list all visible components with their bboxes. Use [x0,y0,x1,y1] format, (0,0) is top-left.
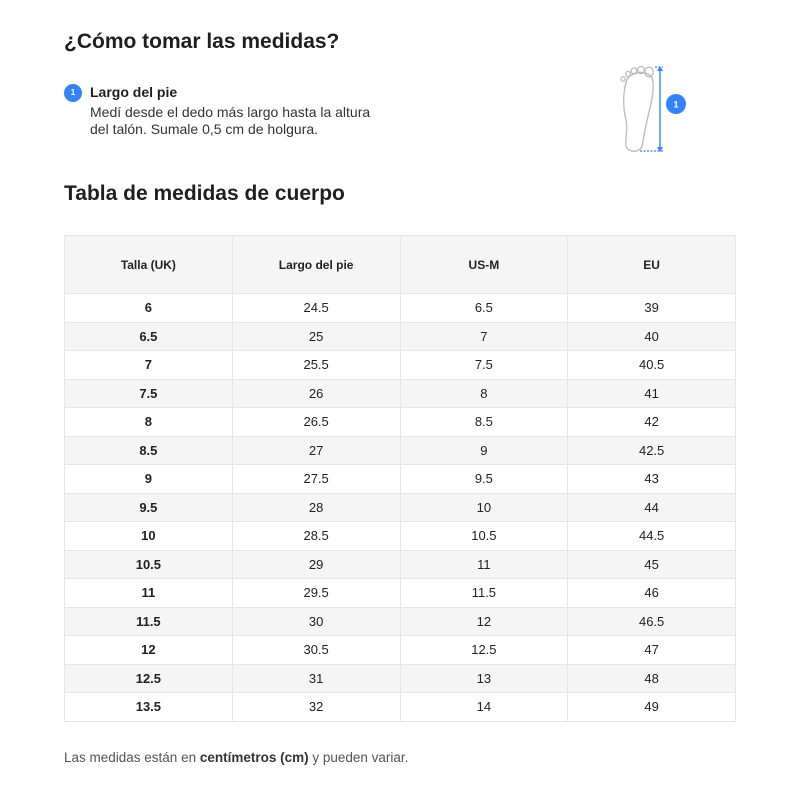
talla-cell: 10.5 [65,550,233,579]
eu-cell: 46.5 [568,607,736,636]
table-row [65,493,736,522]
largo-cell: 28.5 [232,522,400,551]
us-cell: 9 [400,436,568,465]
foot-measure-icon [612,64,692,156]
step-number-badge: 1 [64,84,82,102]
us-cell: 12 [400,607,568,636]
us-cell: 6.5 [400,294,568,323]
talla-cell: 12 [65,636,233,665]
table-row [65,607,736,636]
talla-cell: 10 [65,522,233,551]
table-row [65,579,736,608]
us-cell: 11 [400,550,568,579]
talla-cell: 13.5 [65,693,233,722]
largo-cell: 29 [232,550,400,579]
table-row [65,693,736,722]
largo-cell: 27.5 [232,465,400,494]
header-us-m: US-M [400,236,568,294]
size-table [64,235,736,722]
largo-cell: 24.5 [232,294,400,323]
note-prefix: Las medidas están en [64,750,200,765]
largo-cell: 26 [232,379,400,408]
units-note [64,750,408,765]
us-cell: 7.5 [400,351,568,380]
largo-cell: 28 [232,493,400,522]
header-largo-pie: Largo del pie [232,236,400,294]
eu-cell: 39 [568,294,736,323]
header-eu: EU [568,236,736,294]
eu-cell: 44 [568,493,736,522]
eu-cell: 40 [568,322,736,351]
talla-cell: 8 [65,408,233,437]
eu-cell: 45 [568,550,736,579]
table-title: Tabla de medidas de cuerpo [64,182,345,205]
eu-cell: 42 [568,408,736,437]
largo-cell: 27 [232,436,400,465]
eu-cell: 40.5 [568,351,736,380]
us-cell: 14 [400,693,568,722]
eu-cell: 47 [568,636,736,665]
note-suffix: y pueden variar. [308,750,409,765]
talla-cell: 12.5 [65,664,233,693]
eu-cell: 43 [568,465,736,494]
talla-cell: 7.5 [65,379,233,408]
talla-cell: 6 [65,294,233,323]
table-row [65,550,736,579]
talla-cell: 9 [65,465,233,494]
us-cell: 12.5 [400,636,568,665]
us-cell: 10 [400,493,568,522]
us-cell: 13 [400,664,568,693]
us-cell: 10.5 [400,522,568,551]
eu-cell: 44.5 [568,522,736,551]
table-row [65,522,736,551]
eu-cell: 42.5 [568,436,736,465]
us-cell: 8.5 [400,408,568,437]
table-row [65,465,736,494]
largo-cell: 30 [232,607,400,636]
eu-cell: 48 [568,664,736,693]
us-cell: 8 [400,379,568,408]
table-row [65,294,736,323]
guide-title: ¿Cómo tomar las medidas? [64,30,340,53]
illustration-badge: 1 [673,99,679,110]
note-unit: centímetros (cm) [199,750,309,765]
table-header-row [65,236,736,294]
largo-cell: 25 [232,322,400,351]
us-cell: 9.5 [400,465,568,494]
us-cell: 7 [400,322,568,351]
largo-cell: 25.5 [232,351,400,380]
step-title: Largo del pie [90,84,178,100]
talla-cell: 11 [65,579,233,608]
talla-cell: 8.5 [65,436,233,465]
us-cell: 11.5 [400,579,568,608]
table-row [65,636,736,665]
talla-cell: 9.5 [65,493,233,522]
largo-cell: 31 [232,664,400,693]
largo-cell: 30.5 [232,636,400,665]
talla-cell: 6.5 [65,322,233,351]
table-row [65,322,736,351]
talla-cell: 11.5 [65,607,233,636]
largo-cell: 32 [232,693,400,722]
largo-cell: 29.5 [232,579,400,608]
table-row [65,436,736,465]
largo-cell: 26.5 [232,408,400,437]
table-row [65,408,736,437]
eu-cell: 49 [568,693,736,722]
table-row [65,664,736,693]
talla-cell: 7 [65,351,233,380]
header-talla: Talla (UK) [65,236,233,294]
eu-cell: 41 [568,379,736,408]
table-row [65,351,736,380]
eu-cell: 46 [568,579,736,608]
table-row [65,379,736,408]
step-description: Medí desde el dedo más largo hasta la altura del talón. Sumale 0,5 cm de holgura. [90,104,371,137]
